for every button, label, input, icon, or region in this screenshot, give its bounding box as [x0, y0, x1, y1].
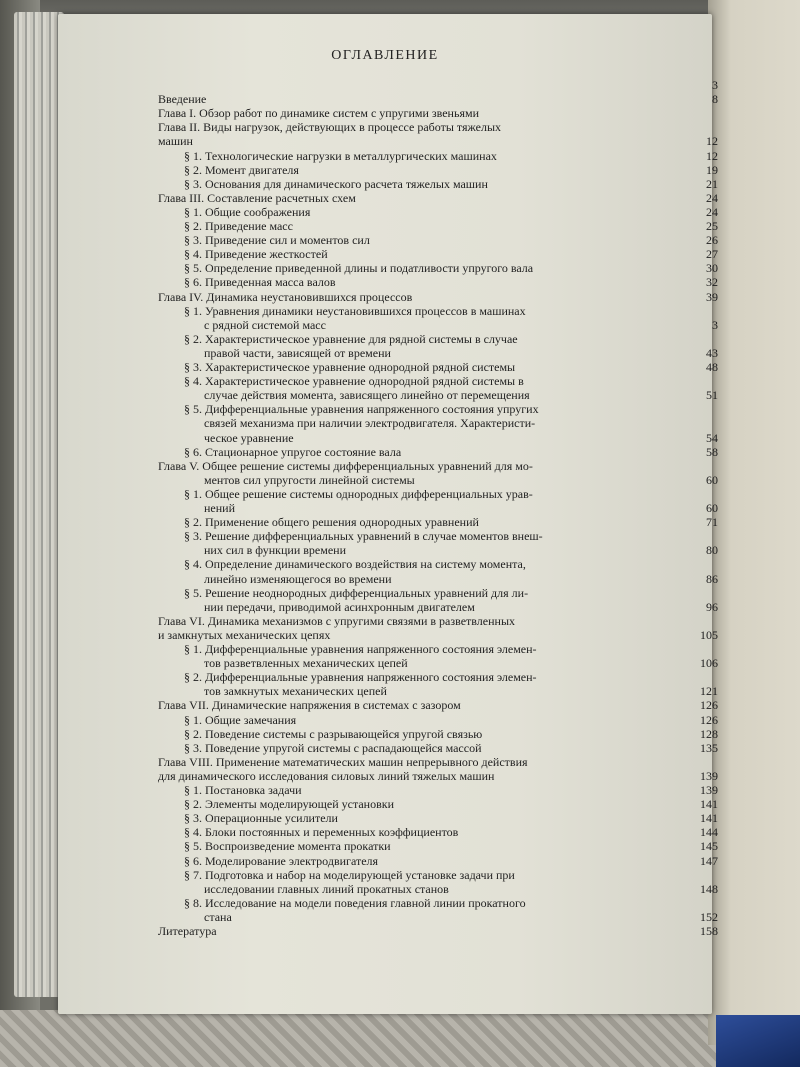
toc-entry-title: § 5. Решение неоднородных дифференциальных уравнений для ли- [184, 585, 529, 600]
book-page [58, 14, 718, 1014]
toc-entry-page: 128 [700, 726, 718, 741]
toc-entry [158, 290, 718, 304]
toc-entry-title: § 4. Приведение жесткостей [184, 247, 328, 262]
toc-entry-title: ментов сил упругости линейной системы [204, 472, 415, 487]
toc-entry-title: § 2. Поведение системы с разрывающейся упругой связью [184, 726, 483, 741]
toc-entry [158, 769, 718, 783]
toc-entry-title: § 1. Постановка задачи [184, 783, 302, 797]
toc-entry [158, 332, 718, 346]
toc-entry-page: 126 [700, 698, 718, 713]
toc-entry-page: 58 [706, 444, 718, 459]
toc-entry [158, 656, 718, 670]
toc-entry-page: 80 [706, 543, 718, 558]
toc-entry [158, 487, 718, 501]
toc-entry [158, 529, 718, 543]
toc-entry-title: для динамического исследования силовых линий тяжелых машин [158, 768, 495, 783]
toc-entry-page: 25 [706, 219, 718, 233]
toc-entry-page: 141 [700, 811, 718, 826]
toc-entry [158, 515, 718, 529]
toc-entry-page: 105 [700, 627, 718, 642]
toc-entry [158, 120, 718, 134]
toc-entry-page: 60 [706, 472, 718, 487]
toc-entry-title: связей механизма при наличии электродвигателя. Характеристи- [204, 416, 536, 431]
toc-entry-title: § 4. Блоки постоянных и переменных коэффициентов [184, 825, 459, 840]
toc-entry [158, 543, 718, 557]
toc-entry-title: § 2. Момент двигателя [184, 162, 299, 177]
toc-entry [158, 755, 718, 769]
toc-entry-page: 48 [706, 360, 718, 374]
toc-entry-title: § 1. Уравнения динамики неустановившихся процессов в машинах [184, 303, 526, 318]
toc-entry [158, 839, 718, 853]
toc-entry [158, 205, 718, 219]
toc-entry-title: § 3. Основания для динамического расчета тяжелых машин [184, 176, 488, 191]
toc-entry-page: 8 [712, 92, 718, 107]
toc-entry-page: 147 [700, 853, 718, 868]
toc-entry-title: стана [204, 909, 232, 924]
toc-entry-title: с рядной системой масс [204, 317, 326, 332]
toc-entry [158, 473, 718, 487]
toc-entry-page: 30 [706, 261, 718, 276]
toc-entry-page: 145 [700, 839, 718, 854]
toc-entry [158, 868, 718, 882]
toc-entry-title: § 1. Технологические нагрузки в металлургических машинах [184, 148, 497, 163]
toc-entry-page: 3 [712, 78, 718, 92]
toc-entry-page: 60 [706, 501, 718, 515]
toc-entry [158, 275, 718, 289]
toc-entry-title: тов разветвленных механических цепей [204, 656, 408, 671]
toc-entry [158, 445, 718, 459]
toc-entry-page: 121 [700, 684, 718, 699]
toc-entry-page: 39 [706, 289, 718, 304]
toc-entry [158, 106, 718, 120]
toc-entry-title: § 6. Моделирование электродвигателя [184, 853, 379, 868]
toc-entry [158, 924, 718, 938]
toc-entry-page: 26 [706, 233, 718, 248]
toc-entry-title: § 3. Приведение сил и моментов сил [184, 233, 370, 248]
toc-entry-page: 158 [700, 924, 718, 938]
toc-entry-page: 3 [712, 317, 718, 332]
toc-entry [158, 910, 718, 924]
toc-entry-title: исследовании главных линий прокатных станов [204, 881, 449, 896]
toc-entry [158, 586, 718, 600]
toc-entry-title: них сил в функции времени [204, 543, 346, 558]
toc-entry-page: 106 [700, 656, 718, 671]
toc-entry [158, 233, 718, 247]
toc-entry [158, 431, 718, 445]
toc-entry-title: нений [204, 501, 236, 515]
toc-entry [158, 177, 718, 191]
toc-entry [158, 247, 718, 261]
toc-entry-title: ческое уравнение [204, 430, 294, 445]
toc-entry-title: § 5. Определение приведенной длины и податливости упругого вала [184, 261, 534, 276]
toc-entry [158, 572, 718, 586]
toc-entry [158, 92, 718, 106]
toc-entry-title: § 3. Решение дифференциальных уравнений в случае моментов внеш- [184, 529, 543, 544]
toc-entry-title: и замкнутых механических цепях [158, 627, 331, 642]
toc-entry-title: Введение [158, 92, 207, 107]
toc-entry [158, 642, 718, 656]
toc-entry-title: § 3. Характеристическое уравнение однородной рядной системы [184, 360, 516, 374]
toc-entry [158, 882, 718, 896]
toc-entry [158, 163, 718, 177]
toc-entry [158, 318, 718, 332]
toc-entry [158, 134, 718, 148]
toc-entry-title: § 1. Общее решение системы однородных дифференциальных урав- [184, 486, 533, 501]
toc-entry-page: 12 [706, 148, 718, 163]
toc-entry [158, 783, 718, 797]
toc-entry [158, 727, 718, 741]
toc-entry-title: правой части, зависящей от времени [204, 345, 391, 360]
toc-entry [158, 501, 718, 515]
toc-entry-title: § 1. Дифференциальные уравнения напряженного состояния элемен- [184, 642, 537, 656]
toc-entry-page: 71 [706, 515, 718, 530]
toc-entry-page: 135 [700, 740, 718, 755]
toc-entry [158, 374, 718, 388]
toc-entry-title: тов замкнутых механических цепей [204, 684, 387, 699]
toc-entry-title: Глава IV. Динамика неустановившихся процессов [158, 289, 413, 304]
book-cover-corner [716, 1015, 800, 1067]
toc-entry-page: 139 [700, 768, 718, 783]
toc-entry [158, 698, 718, 712]
toc-entry-title: § 3. Поведение упругой системы с распадающейся массой [184, 740, 482, 755]
toc-entry [158, 191, 718, 205]
toc-entry-title: Глава III. Составление расчетных схем [158, 190, 356, 205]
toc-entry [158, 670, 718, 684]
toc-entry-page: 27 [706, 247, 718, 262]
toc-entry-page: 21 [706, 176, 718, 191]
toc-entry-title: § 4. Характеристическое уравнение однородной рядной системы в [184, 374, 524, 389]
toc-entry-title: Глава II. Виды нагрузок, действующих в процессе работы тяжелых [158, 120, 502, 135]
toc-entry [158, 459, 718, 473]
toc-entry [158, 811, 718, 825]
toc-entry-page: 51 [706, 388, 718, 403]
toc-entry-title: § 8. Исследование на модели поведения главной линии прокатного [184, 895, 526, 910]
toc-entry-title: машин [158, 134, 193, 149]
toc-entry-title: § 2. Применение общего решения однородных уравнений [184, 515, 479, 530]
toc-entry [158, 360, 718, 374]
toc-entry-title: случае действия момента, зависящего линейно от перемещения [204, 388, 530, 403]
toc-entry-page: 12 [706, 134, 718, 149]
toc-entry [158, 684, 718, 698]
toc-entry [158, 304, 718, 318]
toc-entry-page: 19 [706, 162, 718, 177]
toc-entry-page: 43 [706, 345, 718, 360]
toc-entry [158, 261, 718, 275]
toc-entry-title: Глава VIII. Применение математических машин непрерывного действия [158, 754, 528, 769]
toc-entry [158, 854, 718, 868]
toc-entry [158, 713, 718, 727]
toc-entry [158, 825, 718, 839]
toc-entry [158, 78, 718, 92]
toc-entry-page: 32 [706, 275, 718, 290]
toc-entry-title: § 1. Общие соображения [184, 204, 311, 219]
toc-entry-title: Глава VI. Динамика механизмов с упругими связями в разветвленных [158, 613, 515, 628]
toc-entry-title: § 3. Операционные усилители [184, 811, 338, 826]
toc-entry-title: § 5. Дифференциальные уравнения напряженного состояния упругих [184, 402, 539, 417]
toc-entry-title: § 4. Определение динамического воздействия на систему момента, [184, 557, 526, 572]
toc-entry [158, 388, 718, 402]
toc-entry-title: § 1. Общие замечания [184, 712, 297, 727]
toc-entry-page: 86 [706, 571, 718, 586]
toc-entry-title: нии передачи, приводимой асинхронным двигателем [204, 599, 475, 614]
toc-entry [158, 600, 718, 614]
book-cover-edge [14, 12, 64, 997]
toc-entry-title: Литература [158, 924, 217, 938]
toc-entry [158, 797, 718, 811]
toc-entry-title: § 2. Элементы моделирующей установки [184, 797, 394, 812]
toc-entry [158, 346, 718, 360]
toc-entry-title: Глава I. Обзор работ по динамике систем с упругими звеньями [158, 106, 479, 121]
toc-entry [158, 416, 718, 430]
toc-entry-title: § 7. Подготовка и набор на моделирующей установке задачи при [184, 867, 515, 882]
toc-entry-title: § 2. Характеристическое уравнение для рядной системы в случае [184, 331, 518, 346]
toc-entry-page: 141 [700, 797, 718, 812]
toc-entry-page: 152 [700, 909, 718, 924]
toc-entry-page: 54 [706, 430, 718, 445]
toc-entry [158, 149, 718, 163]
toc-entry-title: § 2. Приведение масс [184, 219, 293, 233]
toc-entry [158, 614, 718, 628]
toc-entry-page: 96 [706, 599, 718, 614]
toc-entry [158, 402, 718, 416]
toc-entry [158, 219, 718, 233]
toc-entry-title: § 6. Приведенная масса валов [184, 275, 336, 290]
page-title: ОГЛАВЛЕНИЕ [331, 48, 439, 63]
tablecloth [0, 1010, 800, 1067]
toc-entry-page: 139 [700, 783, 718, 797]
toc-entry-page: 126 [700, 712, 718, 727]
toc-entry-title: Глава VII. Динамические напряжения в системах с зазором [158, 698, 461, 713]
toc-entry-title: § 2. Дифференциальные уравнения напряженного состояния элемен- [184, 670, 537, 685]
toc-entry-title: Глава V. Общее решение системы дифференциальных уравнений для мо- [158, 458, 533, 473]
toc-entry [158, 628, 718, 642]
toc-entry [158, 557, 718, 571]
toc-entry [158, 896, 718, 910]
toc-entry-title: § 5. Воспроизведение момента прокатки [184, 839, 391, 854]
facing-page [708, 0, 800, 1045]
toc-entry-title: линейно изменяющегося во времени [204, 571, 392, 586]
toc-entry [158, 741, 718, 755]
toc-entry-page: 148 [700, 881, 718, 896]
toc-entry-page: 144 [700, 825, 718, 840]
toc-entry-page: 24 [706, 204, 718, 219]
toc-entry-page: 24 [706, 190, 718, 205]
toc-entry-title: § 6. Стационарное упругое состояние вала [184, 444, 402, 459]
